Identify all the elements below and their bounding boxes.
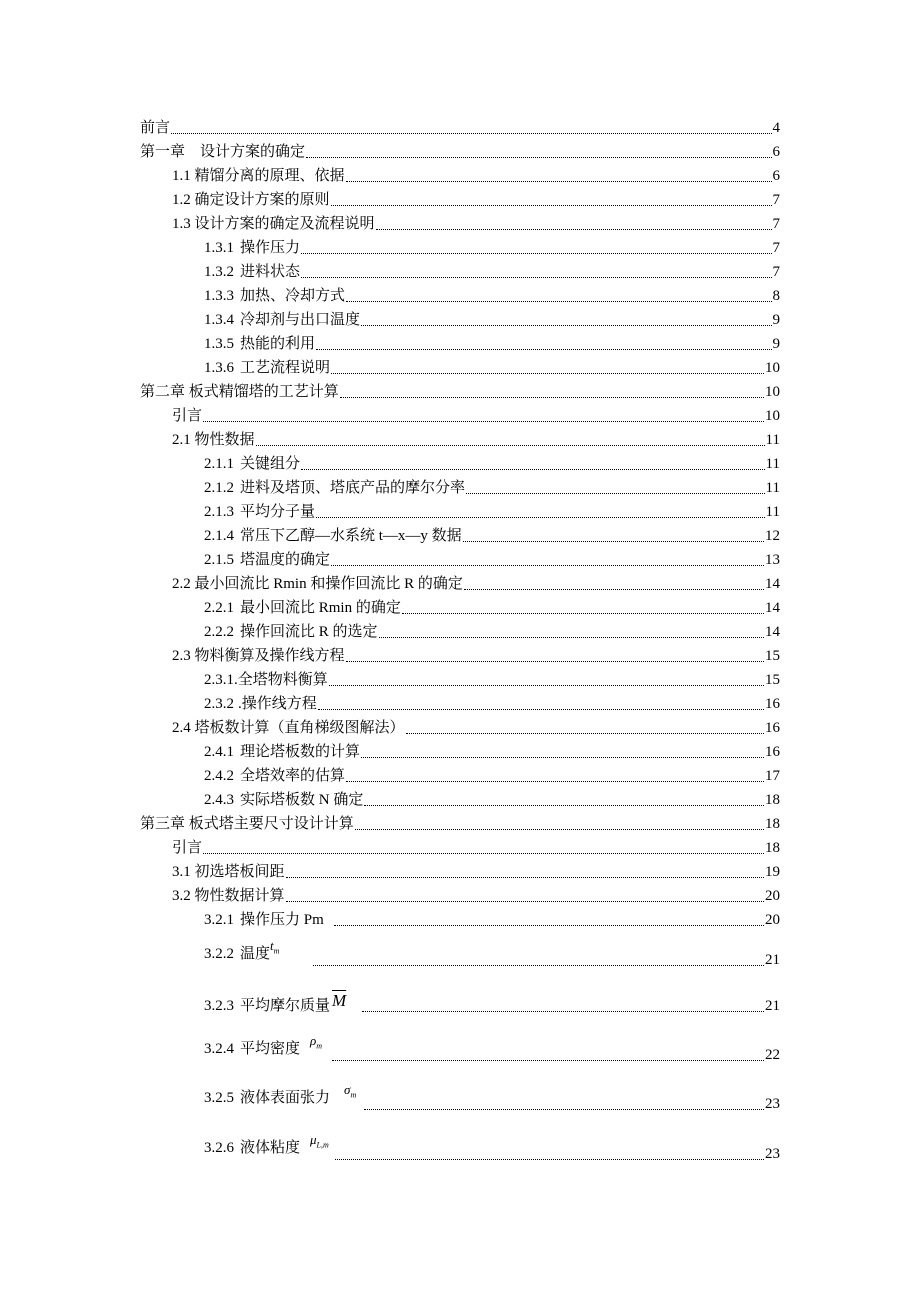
toc-entry-label: 3.1 初选塔板间距 — [172, 864, 285, 880]
section-number: 1.3.4 — [204, 312, 234, 328]
section-title: 塔温度的确定 — [240, 552, 331, 568]
toc-entry-label — [204, 359, 330, 377]
section-number: 1.3.2 — [204, 264, 234, 280]
dot-leader — [346, 651, 764, 662]
section-number: 2.1.1 — [204, 456, 234, 472]
dot-leader — [171, 123, 771, 134]
dot-leader — [346, 171, 772, 182]
toc-entry-label: 2.2 最小回流比 Rmin 和操作回流比 R 的确定 — [172, 576, 463, 592]
toc-entry-page: 15 — [765, 672, 780, 688]
section-title: 实际塔板数 N 确定 — [240, 792, 364, 808]
toc-entry-label — [204, 455, 300, 473]
toc-entry-label: 2.1 物性数据 — [172, 432, 255, 448]
section-title: 温度 — [240, 946, 271, 963]
toc-entry-page: 17 — [765, 768, 780, 784]
toc-entry-page: 11 — [765, 432, 780, 448]
section-number: 3.2.5 — [204, 1090, 234, 1107]
toc-entry-page: 7 — [772, 240, 780, 256]
dot-leader — [332, 1050, 764, 1061]
dot-leader — [361, 315, 771, 326]
dot-leader — [376, 219, 772, 230]
toc-entry[interactable] — [204, 283, 780, 305]
section-number: 2.1.5 — [204, 552, 234, 568]
section-number: 2.1.3 — [204, 504, 234, 520]
section-number: 1.3.6 — [204, 360, 234, 376]
symbol-subscript: L,m — [316, 1141, 329, 1150]
toc-entry[interactable] — [204, 1033, 780, 1064]
toc-entry-page: 21 — [765, 998, 780, 1014]
molar-mass-symbol: $\overline{M}$ — [332, 991, 347, 1010]
toc-entry-label: 1.1 精馏分离的原理、依据 — [172, 168, 345, 184]
toc-entry-label — [204, 239, 300, 257]
toc-entry[interactable] — [140, 115, 780, 137]
section-title: 平均密度 — [240, 1041, 301, 1058]
toc-entry-page: 7 — [772, 192, 780, 208]
toc-entry[interactable] — [140, 139, 780, 161]
dot-leader — [334, 915, 764, 926]
toc-entry-label — [204, 503, 315, 521]
section-title: 操作压力 Pm — [240, 912, 324, 928]
toc-entry-page: 10 — [765, 384, 780, 400]
toc-entry-label — [204, 791, 363, 809]
section-title: 最小回流比 Rmin 的确定 — [240, 600, 401, 616]
toc-entry[interactable] — [172, 643, 780, 665]
section-title: 进料及塔顶、塔底产品的摩尔分率 — [240, 480, 466, 496]
dot-leader — [361, 747, 764, 758]
dot-leader — [316, 507, 765, 518]
toc-entry-label — [204, 311, 360, 329]
toc-entry-label — [204, 671, 328, 689]
dot-leader — [466, 483, 765, 494]
toc-entry-label — [204, 1082, 357, 1113]
toc-entry[interactable] — [204, 595, 780, 617]
toc-entry-page: 12 — [765, 528, 780, 544]
toc-entry-label: 第二章 板式精馏塔的工艺计算 — [140, 384, 339, 400]
dot-leader — [331, 555, 764, 566]
section-number: 2.2.1 — [204, 600, 234, 616]
toc-entry-label — [204, 479, 465, 497]
toc-entry-page: 6 — [772, 144, 780, 160]
dot-leader — [362, 1001, 764, 1012]
toc-entry[interactable] — [204, 787, 780, 809]
toc-entry[interactable] — [204, 1132, 780, 1163]
dot-leader — [379, 627, 764, 638]
toc-entry-page: 15 — [765, 648, 780, 664]
toc-entry-label — [204, 623, 378, 641]
toc-entry-page: 8 — [772, 288, 780, 304]
section-title: 平均分子量 — [240, 504, 316, 520]
dot-leader — [340, 387, 764, 398]
section-number: 2.4.2 — [204, 768, 234, 784]
toc-entry-page: 16 — [765, 720, 780, 736]
toc-entry-page: 18 — [765, 816, 780, 832]
toc-entry-page: 19 — [765, 864, 780, 880]
dot-leader — [402, 603, 764, 614]
toc-entry-label: 3.2 物性数据计算 — [172, 888, 285, 904]
dot-leader — [286, 891, 764, 902]
toc-entry-page: 13 — [765, 552, 780, 568]
toc-entry-label — [204, 599, 401, 617]
toc-entry-label — [204, 991, 347, 1015]
viscosity-symbol — [310, 1132, 329, 1150]
section-title: 常压下乙醇—水系统 t—x—y 数据 — [240, 528, 462, 544]
toc-entry[interactable] — [204, 307, 780, 329]
section-title: 关键组分 — [240, 456, 301, 472]
section-title: .操作线方程 — [238, 696, 317, 712]
toc-entry[interactable] — [204, 993, 780, 1015]
symbol-subscript: m — [273, 947, 280, 956]
section-title: 理论塔板数的计算 — [240, 744, 361, 760]
symbol-t: t — [270, 938, 274, 954]
toc-entry[interactable] — [204, 1082, 780, 1113]
section-number: 2.3.1. — [204, 672, 238, 688]
section-title: 加热、冷却方式 — [240, 288, 346, 304]
toc-entry[interactable] — [204, 739, 780, 761]
dot-leader — [316, 339, 771, 350]
dot-leader — [301, 459, 765, 470]
toc-entry-page: 7 — [772, 264, 780, 280]
toc-entry-label: 第一章 设计方案的确定 — [140, 144, 306, 160]
toc-entry-label — [204, 695, 317, 713]
toc-entry[interactable] — [204, 619, 780, 641]
toc-entry[interactable] — [204, 235, 780, 257]
toc-entry-page: 16 — [765, 696, 780, 712]
dot-leader — [306, 147, 771, 158]
section-number: 2.2.2 — [204, 624, 234, 640]
section-title: 冷却剂与出口温度 — [240, 312, 361, 328]
toc-entry-label: 2.3 物料衡算及操作线方程 — [172, 648, 345, 664]
toc-entry[interactable] — [204, 451, 780, 473]
toc-entry-page: 11 — [765, 480, 780, 496]
toc-entry-page: 21 — [765, 952, 780, 968]
dot-leader — [329, 675, 764, 686]
toc-entry[interactable] — [204, 499, 780, 521]
toc-entry-label — [204, 287, 345, 305]
dot-leader — [364, 1099, 764, 1110]
toc-entry[interactable] — [140, 379, 780, 401]
toc-entry-label: 引言 — [172, 840, 203, 856]
section-number: 2.3.2 — [204, 696, 234, 712]
dot-leader — [256, 435, 765, 446]
toc-entry-label — [204, 263, 300, 281]
section-number: 3.2.3 — [204, 998, 234, 1014]
section-title: 全塔效率的估算 — [240, 768, 346, 784]
section-title: 液体表面张力 — [240, 1090, 331, 1107]
dot-leader — [346, 291, 771, 302]
toc-entry-page: 16 — [765, 744, 780, 760]
dot-leader — [364, 795, 764, 806]
toc-entry-label — [204, 938, 280, 969]
toc-entry-label — [204, 767, 345, 785]
symbol-subscript: m — [316, 1042, 323, 1051]
symbol-subscript: m — [350, 1091, 357, 1100]
section-title: 操作压力 — [240, 240, 301, 256]
section-number: 3.2.2 — [204, 946, 234, 963]
dot-leader — [355, 819, 764, 830]
toc-entry-page: 11 — [765, 504, 780, 520]
toc-entry[interactable] — [204, 523, 780, 545]
dot-leader — [463, 531, 764, 542]
toc-entry-page: 11 — [765, 456, 780, 472]
toc-entry-label: 引言 — [172, 408, 203, 424]
toc-entry-page: 22 — [765, 1047, 780, 1063]
toc-entry-page: 9 — [772, 312, 780, 328]
toc-entry-page: 10 — [765, 360, 780, 376]
toc-entry-page: 14 — [765, 624, 780, 640]
toc-entry-label — [204, 1132, 329, 1163]
toc-entry[interactable] — [172, 187, 780, 209]
section-title: 平均摩尔质量 — [240, 998, 331, 1014]
dot-leader — [406, 723, 764, 734]
toc-entry-page: 18 — [765, 840, 780, 856]
toc-entry-label — [204, 551, 330, 569]
toc-entry[interactable] — [204, 259, 780, 281]
toc-entry[interactable] — [204, 691, 780, 713]
dot-leader — [331, 363, 764, 374]
toc-entry[interactable] — [172, 835, 780, 857]
section-title: 进料状态 — [240, 264, 301, 280]
symbol-mu: μ — [310, 1132, 317, 1148]
dot-leader — [313, 955, 764, 966]
toc-entry-label — [204, 335, 315, 353]
dot-leader — [318, 699, 764, 710]
toc-entry-label — [204, 527, 462, 545]
toc-entry-page: 6 — [772, 168, 780, 184]
toc-entry-page: 9 — [772, 336, 780, 352]
density-symbol — [310, 1033, 323, 1051]
toc-entry-label: 第三章 板式塔主要尺寸设计计算 — [140, 816, 354, 832]
toc-entry[interactable] — [172, 427, 780, 449]
dot-leader — [301, 267, 771, 278]
dot-leader — [331, 195, 772, 206]
section-number: 2.4.3 — [204, 792, 234, 808]
toc-entry[interactable] — [172, 403, 780, 425]
section-title: 工艺流程说明 — [240, 360, 331, 376]
toc-entry-page: 20 — [765, 912, 780, 928]
toc-entry-label — [204, 743, 360, 761]
dot-leader — [346, 771, 764, 782]
dot-leader — [301, 243, 771, 254]
section-number: 3.2.1 — [204, 912, 234, 928]
toc-entry-page: 23 — [765, 1146, 780, 1162]
toc-entry[interactable] — [172, 715, 780, 737]
toc-entry-page: 20 — [765, 888, 780, 904]
section-number: 1.3.1 — [204, 240, 234, 256]
toc-entry[interactable] — [140, 811, 780, 833]
toc-entry[interactable] — [172, 571, 780, 593]
section-number: 2.4.1 — [204, 744, 234, 760]
toc-entry[interactable] — [204, 331, 780, 353]
toc-entry-label — [204, 911, 324, 929]
section-number: 3.2.4 — [204, 1041, 234, 1058]
symbol-sigma: σ — [344, 1082, 351, 1098]
toc-entry-label: 前言 — [140, 120, 171, 136]
toc-entry-page: 7 — [772, 216, 780, 232]
toc-entry[interactable] — [204, 938, 780, 969]
toc-entry[interactable] — [172, 163, 780, 185]
toc-entry[interactable] — [204, 763, 780, 785]
section-number: 3.2.6 — [204, 1140, 234, 1157]
toc-entry-page: 14 — [765, 600, 780, 616]
toc-entry-page: 18 — [765, 792, 780, 808]
toc-entry[interactable] — [204, 907, 780, 929]
toc-entry-page: 23 — [765, 1096, 780, 1112]
toc-entry[interactable] — [204, 547, 780, 569]
dot-leader — [464, 579, 764, 590]
section-number: 2.1.2 — [204, 480, 234, 496]
temperature-symbol — [270, 938, 280, 956]
surface-tension-symbol — [344, 1082, 357, 1100]
dot-leader — [203, 411, 764, 422]
toc-entry-label: 1.2 确定设计方案的原则 — [172, 192, 330, 208]
toc-entry[interactable] — [204, 475, 780, 497]
toc-entry[interactable] — [204, 355, 780, 377]
dot-leader — [203, 843, 764, 854]
section-title: 液体粘度 — [240, 1140, 301, 1157]
section-title: 全塔物料衡算 — [237, 672, 328, 688]
section-title: 热能的利用 — [240, 336, 316, 352]
toc-entry-label — [204, 1033, 323, 1064]
section-number: 2.1.4 — [204, 528, 234, 544]
toc-entry-page: 10 — [765, 408, 780, 424]
toc-entry[interactable] — [172, 211, 780, 233]
section-number: 1.3.5 — [204, 336, 234, 352]
toc-entry[interactable] — [172, 883, 780, 905]
toc-entry-label: 2.4 塔板数计算（直角梯级图解法） — [172, 720, 405, 736]
section-number: 1.3.3 — [204, 288, 234, 304]
toc-entry[interactable] — [172, 859, 780, 881]
dot-leader — [286, 867, 764, 878]
symbol-rho: ρ — [310, 1033, 317, 1049]
toc-entry-page: 4 — [772, 120, 780, 136]
dot-leader — [335, 1149, 764, 1160]
toc-entry[interactable] — [204, 667, 780, 689]
toc-entry-label: 1.3 设计方案的确定及流程说明 — [172, 216, 375, 232]
section-title: 操作回流比 R 的选定 — [240, 624, 378, 640]
toc-entry-page: 14 — [765, 576, 780, 592]
